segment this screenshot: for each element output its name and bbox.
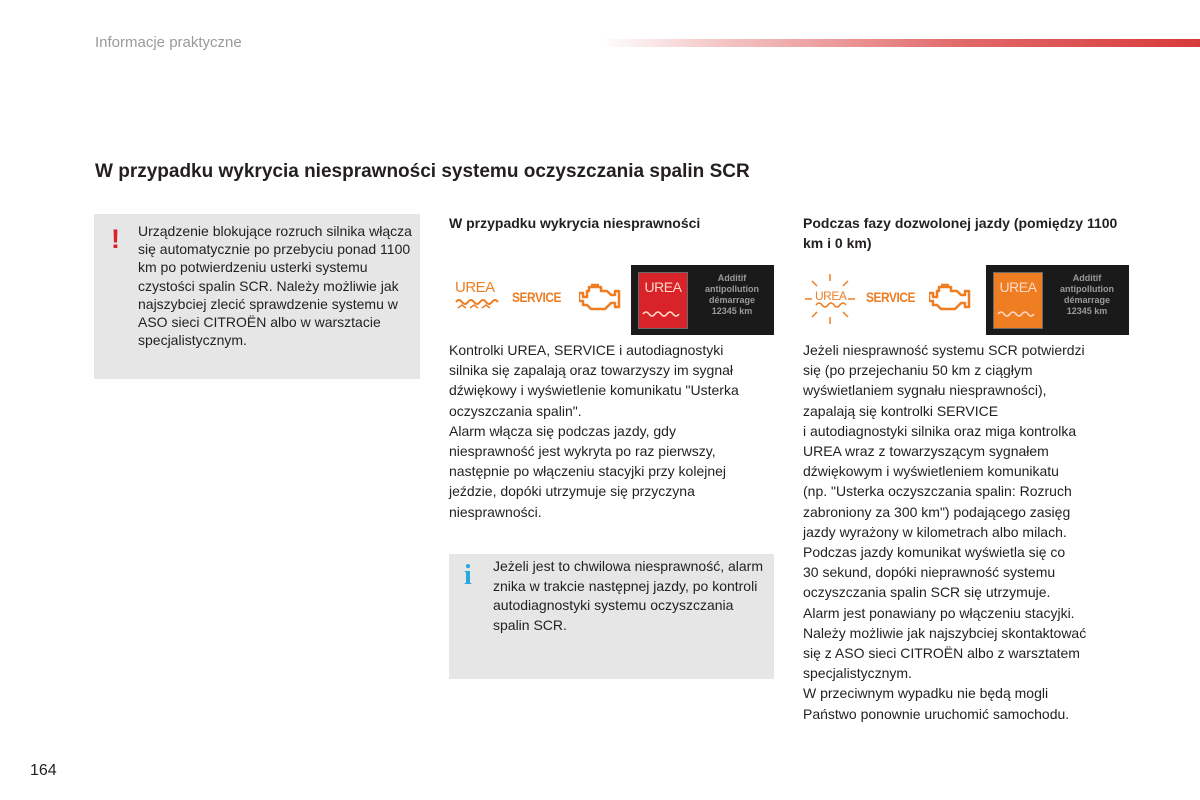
urea-warning-panel <box>993 272 1043 329</box>
right-indicator-strip <box>803 265 1133 335</box>
service-label: SERVICE <box>512 289 562 305</box>
middle-indicator-strip <box>455 265 775 335</box>
info-box <box>449 554 774 679</box>
middle-body-text: Kontrolki UREA, SERVICE i autodiagnostyki silnika się zapalają oraz towarzyszy im sygnał dźwiękowy i wyświetlenie komunikatu "Usterka oczyszczania spalin". Alarm włącza się podczas jazdy, gdy niesprawność jest wykryta po raz pierwszy, następnie po włączeniu stacyjki przy kolejnej jeździe, dopóki utrzymuje się przyczyna niesprawności. <box>449 342 739 520</box>
header-accent-bar <box>600 39 1200 47</box>
urea-wave-icon <box>455 298 499 310</box>
urea-label: UREA <box>455 279 495 296</box>
instrument-display <box>986 265 1129 335</box>
right-heading: Podczas fazy dozwolonej jazdy (pomiędzy 1100 km i 0 km) <box>803 215 1118 251</box>
display-wave-icon <box>996 309 1040 319</box>
warning-box <box>94 214 420 379</box>
display-message: Additif antipollution démarrage 12345 km <box>1060 273 1114 316</box>
instrument-display <box>631 265 774 335</box>
middle-heading: W przypadku wykrycia niesprawności <box>449 215 701 231</box>
service-label: SERVICE <box>866 289 916 305</box>
display-urea-label: UREA <box>999 279 1037 295</box>
urea-warning-panel <box>638 272 688 329</box>
warning-text: Urządzenie blokujące rozruch silnika włącza się automatycznie po przebyciu ponad 1100 km po potwierdzeniu usterki systemu czystości spalin SCR. Należy możliwie jak najszybciej zlecić sprawdzenie systemu w ASO sieci CITROËN albo w warsztacie specjalistycznym. <box>138 223 412 349</box>
urea-icon <box>455 279 503 313</box>
urea-icon <box>815 279 863 313</box>
display-message: Additif antipollution démarrage 12345 km <box>705 273 759 316</box>
engine-check-icon <box>929 281 975 315</box>
display-urea-label: UREA <box>644 279 682 295</box>
urea-wave-icon <box>815 301 849 311</box>
page-number: 164 <box>30 762 57 779</box>
info-text: Jeżeli jest to chwilowa niesprawność, alarm znika w trakcie następnej jazdy, po kontroli autodiagnostyki systemu oczyszczania spalin SCR. <box>493 558 763 633</box>
page-title: W przypadku wykrycia niesprawności systemu oczyszczania spalin SCR <box>95 161 750 182</box>
section-label: Informacje praktyczne <box>95 34 242 51</box>
urea-label: UREA <box>815 289 847 303</box>
display-wave-icon <box>641 309 685 319</box>
right-body-text: Jeżeli niesprawność systemu SCR potwierdzi się (po przejechaniu 50 km z ciągłym wyświetlaniem sygnału niesprawności), zapalają się kontrolki SERVICE i autodiagnostyki silnika oraz miga kontrolka UREA wraz z towarzyszącym sygnałem dźwiękowym i wyświetleniem komunikatu (np. "Usterka oczyszczania spalin: Rozruch zabroniony za 300 km") podającego zasięg jazdy wyrażony w kilometrach albo milach. Podczas jazdy komunikat wyświetla się co 30 sekund, dopóki nieprawność systemu oczyszczania spalin SCR się utrzymuje. Alarm jest ponawiany po włączeniu stacyjki. Należy możliwie jak najszybciej skontaktować się z ASO sieci CITROËN albo z warsztatem specjalistycznym. W przeciwnym wypadku nie będą mogli Państwo ponownie uruchomić samochodu. <box>803 342 1087 722</box>
exclamation-icon: ! <box>111 224 120 254</box>
engine-check-icon <box>579 281 625 315</box>
info-icon: i <box>464 560 472 591</box>
